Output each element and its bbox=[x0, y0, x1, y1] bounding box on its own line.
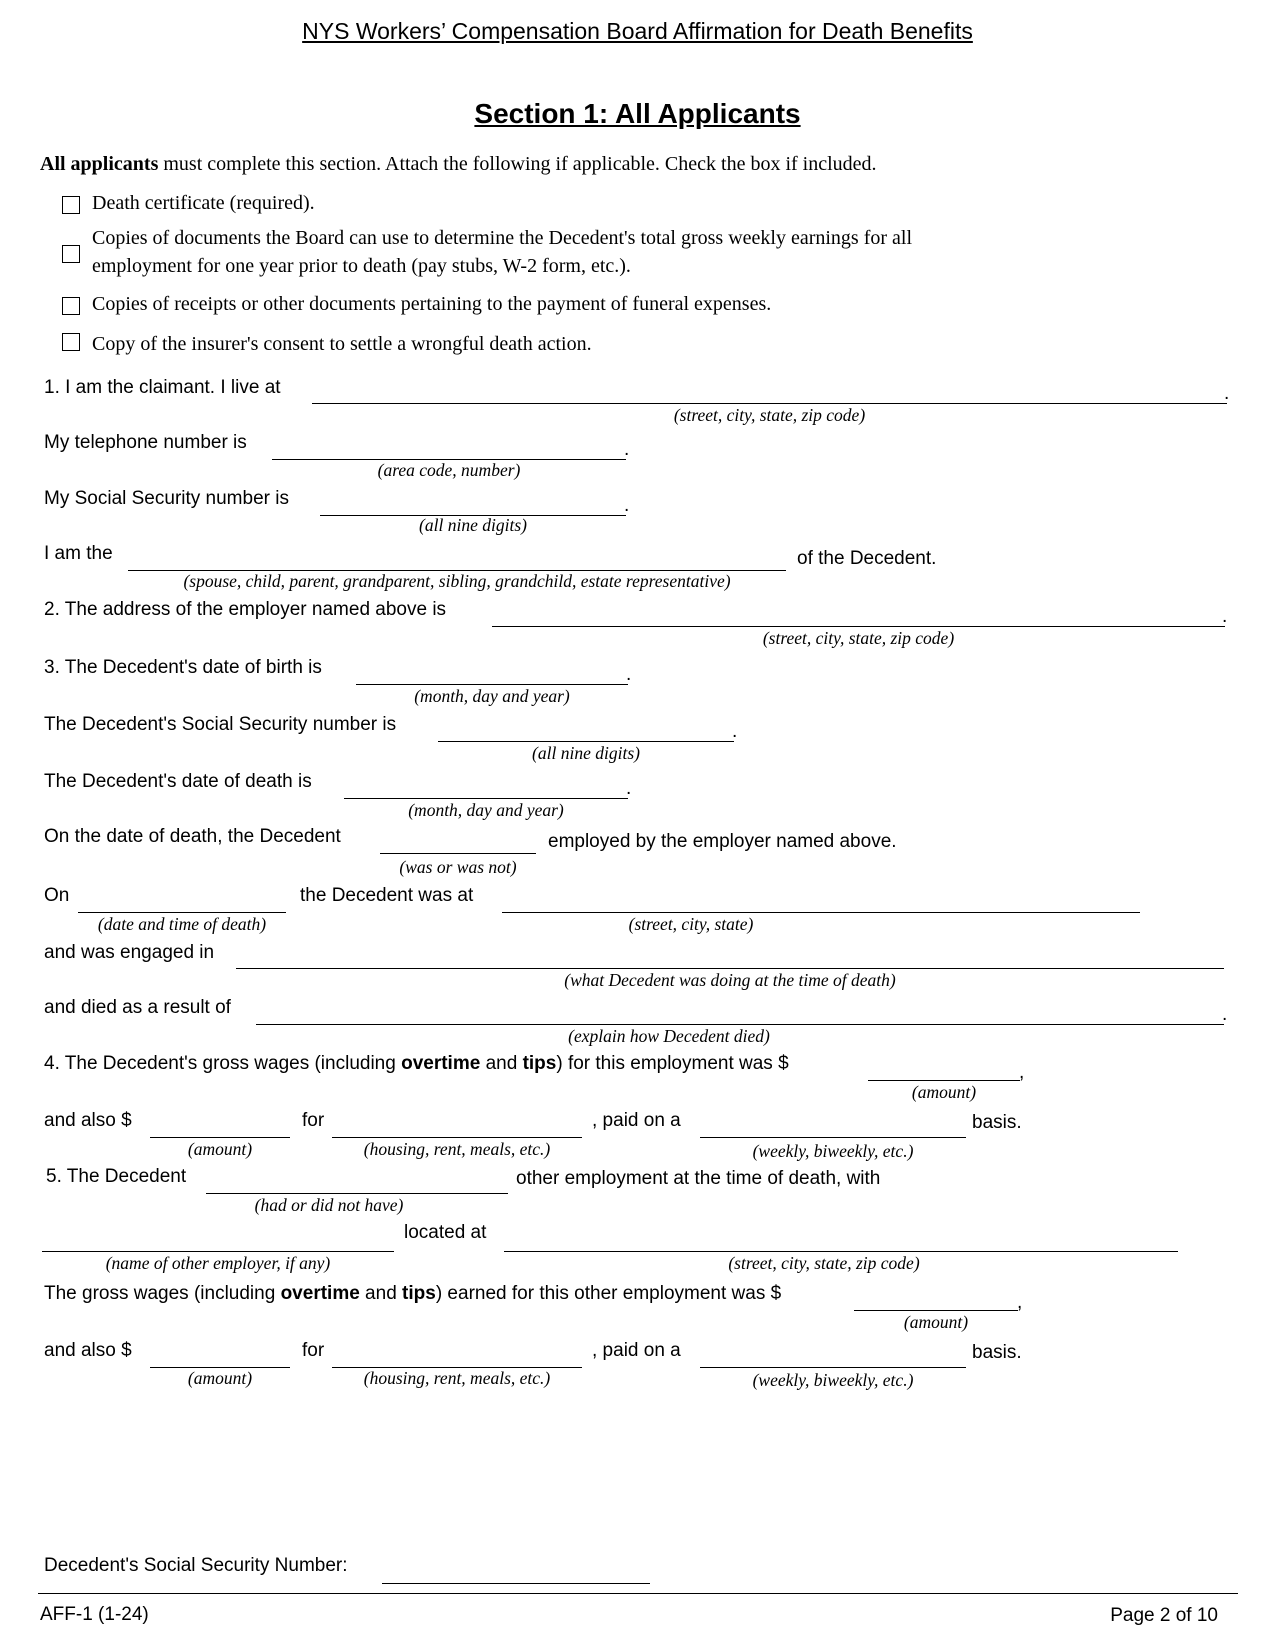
hint: (amount) bbox=[187, 1139, 253, 1159]
q5-label: 5. The Decedent bbox=[46, 1166, 187, 1187]
q4-text: 4. The Decedent's gross wages (including bbox=[44, 1053, 402, 1074]
basis-label: basis. bbox=[972, 1112, 1022, 1133]
q5-wages-label bbox=[44, 1283, 781, 1305]
hint: (street, city, state, zip code) bbox=[762, 628, 955, 648]
other-employer-name-field[interactable] bbox=[42, 1251, 394, 1252]
checklist-item-insurer-consent: Copy of the insurer's consent to settle a wrongful death action. bbox=[92, 333, 592, 355]
also-label: and also $ bbox=[44, 1110, 132, 1131]
hint: (amount) bbox=[187, 1368, 253, 1388]
hint: (had or did not have) bbox=[254, 1195, 404, 1215]
located-label: located at bbox=[404, 1222, 487, 1243]
footer-ssn-label: Decedent's Social Security Number: bbox=[44, 1555, 348, 1576]
overtime-bold: overtime bbox=[401, 1053, 481, 1074]
period: . bbox=[626, 778, 632, 799]
form-title: NYS Workers’ Compensation Board Affirmation for Death Benefits bbox=[302, 18, 973, 44]
ssn-label: My Social Security number is bbox=[44, 488, 289, 509]
hint: (all nine digits) bbox=[532, 743, 640, 763]
section-heading: Section 1: All Applicants bbox=[474, 98, 801, 129]
death-location-field[interactable] bbox=[502, 912, 1140, 913]
dob-label: 3. The Decedent's date of birth is bbox=[44, 657, 322, 678]
was-or-was-not-field[interactable] bbox=[380, 853, 536, 854]
phone-label: My telephone number is bbox=[44, 432, 247, 453]
decedent-dod-field[interactable] bbox=[344, 798, 628, 799]
period: . bbox=[624, 439, 630, 460]
q5-text: The gross wages (including bbox=[44, 1283, 281, 1304]
claimant-address-field[interactable] bbox=[312, 403, 1227, 404]
hint: (what Decedent was doing at the time of death) bbox=[564, 970, 896, 990]
hint: (date and time of death) bbox=[97, 914, 267, 934]
paid-label: , paid on a bbox=[592, 1340, 681, 1361]
q4-text: and bbox=[480, 1053, 523, 1074]
hint: (street, city, state, zip code) bbox=[673, 405, 866, 425]
form-code: AFF-1 (1-24) bbox=[40, 1604, 149, 1625]
for-field[interactable] bbox=[332, 1137, 582, 1138]
paid-basis-field[interactable] bbox=[700, 1137, 966, 1138]
paid-label: , paid on a bbox=[592, 1110, 681, 1131]
q5-suffix: other employment at the time of death, with bbox=[516, 1168, 881, 1189]
employed-label: On the date of death, the Decedent bbox=[44, 826, 341, 847]
checklist-item-funeral-receipts: Copies of receipts or other documents pertaining to the payment of funeral expenses. bbox=[92, 293, 772, 315]
period: . bbox=[624, 495, 630, 516]
hint: (street, city, state) bbox=[628, 914, 754, 934]
hint: (area code, number) bbox=[377, 460, 521, 480]
employer-address-field[interactable] bbox=[492, 626, 1225, 627]
q2-label: 2. The address of the employer named above is bbox=[44, 599, 447, 620]
other-paid-basis-field[interactable] bbox=[700, 1367, 966, 1368]
footer-ssn-field[interactable] bbox=[382, 1583, 650, 1584]
date-time-of-death-field[interactable] bbox=[78, 912, 286, 913]
relationship-suffix: of the Decedent. bbox=[797, 548, 937, 569]
q1-address-label: 1. I am the claimant. I live at bbox=[44, 377, 281, 398]
hint: (street, city, state, zip code) bbox=[728, 1253, 920, 1273]
decedent-ssn-field[interactable] bbox=[438, 741, 734, 742]
cause-of-death-field[interactable] bbox=[256, 1024, 1224, 1025]
period: . bbox=[732, 721, 738, 742]
hint: (was or was not) bbox=[399, 857, 517, 877]
hint: (month, day and year) bbox=[414, 686, 570, 706]
footer-divider bbox=[38, 1593, 1238, 1594]
engaged-label: and was engaged in bbox=[44, 942, 215, 963]
hint: (amount) bbox=[911, 1082, 977, 1102]
hint: (housing, rent, meals, etc.) bbox=[363, 1139, 551, 1159]
checklist-item-death-certificate: Death certificate (required). bbox=[92, 192, 315, 214]
hint: (amount) bbox=[903, 1312, 969, 1332]
checkbox-earnings-documents[interactable] bbox=[62, 245, 80, 263]
comma: , bbox=[1019, 1062, 1025, 1083]
intro-bold: All applicants bbox=[40, 153, 159, 175]
other-employer-address-field[interactable] bbox=[504, 1251, 1178, 1252]
employed-suffix: employed by the employer named above. bbox=[548, 831, 897, 852]
died-label: and died as a result of bbox=[44, 997, 231, 1018]
basis-label: basis. bbox=[972, 1342, 1022, 1363]
decedent-dob-field[interactable] bbox=[356, 684, 628, 685]
period: . bbox=[1224, 383, 1230, 404]
gross-wages-amount-field[interactable] bbox=[868, 1080, 1020, 1081]
checkbox-insurer-consent[interactable] bbox=[62, 333, 80, 351]
decedent-ssn-label: The Decedent's Social Security number is bbox=[44, 714, 397, 735]
q4-label bbox=[44, 1053, 789, 1075]
also-amount-field[interactable] bbox=[150, 1137, 290, 1138]
dod-label: The Decedent's date of death is bbox=[44, 771, 312, 792]
hint: (name of other employer, if any) bbox=[105, 1253, 331, 1273]
overtime-bold: overtime bbox=[280, 1283, 360, 1304]
hint: (housing, rent, meals, etc.) bbox=[363, 1368, 551, 1388]
intro-rest: must complete this section. Attach the following if applicable. Check the box if included. bbox=[158, 153, 877, 175]
also-label: and also $ bbox=[44, 1340, 132, 1361]
period: . bbox=[626, 664, 632, 685]
comma: , bbox=[1017, 1292, 1023, 1313]
checkbox-funeral-receipts[interactable] bbox=[62, 297, 80, 315]
period: . bbox=[1222, 1004, 1228, 1025]
had-or-did-not-have-field[interactable] bbox=[206, 1193, 508, 1194]
intro-text bbox=[40, 153, 877, 176]
page-number: Page 2 of 10 bbox=[1110, 1605, 1218, 1626]
period: . bbox=[1222, 606, 1228, 627]
other-gross-wages-amount-field[interactable] bbox=[854, 1310, 1018, 1311]
was-at-label: the Decedent was at bbox=[300, 885, 474, 906]
hint: (spouse, child, parent, grandparent, sibling, grandchild, estate representative) bbox=[183, 571, 731, 591]
hint: (weekly, biweekly, etc.) bbox=[752, 1141, 914, 1161]
hint: (weekly, biweekly, etc.) bbox=[752, 1370, 914, 1390]
checklist-item-earnings-line1: Copies of documents the Board can use to determine the Decedent's total gross weekly earnings for all bbox=[92, 227, 913, 249]
relationship-label: I am the bbox=[44, 543, 113, 564]
hint: (all nine digits) bbox=[419, 515, 527, 535]
hint: (month, day and year) bbox=[408, 800, 564, 820]
tips-bold: tips bbox=[402, 1283, 436, 1304]
q5-text: and bbox=[359, 1283, 403, 1304]
checkbox-death-certificate[interactable] bbox=[62, 196, 80, 214]
on-label: On bbox=[44, 885, 70, 906]
tips-bold: tips bbox=[522, 1053, 557, 1074]
activity-at-death-field[interactable] bbox=[236, 968, 1224, 969]
q5-text: ) earned for this other employment was $ bbox=[435, 1283, 782, 1304]
hint: (explain how Decedent died) bbox=[568, 1026, 770, 1046]
for-label: for bbox=[302, 1340, 325, 1361]
checklist-item-earnings-line2: employment for one year prior to death (pay stubs, W-2 form, etc.). bbox=[92, 255, 631, 277]
q4-text: ) for this employment was $ bbox=[556, 1053, 789, 1074]
for-label: for bbox=[302, 1110, 325, 1131]
